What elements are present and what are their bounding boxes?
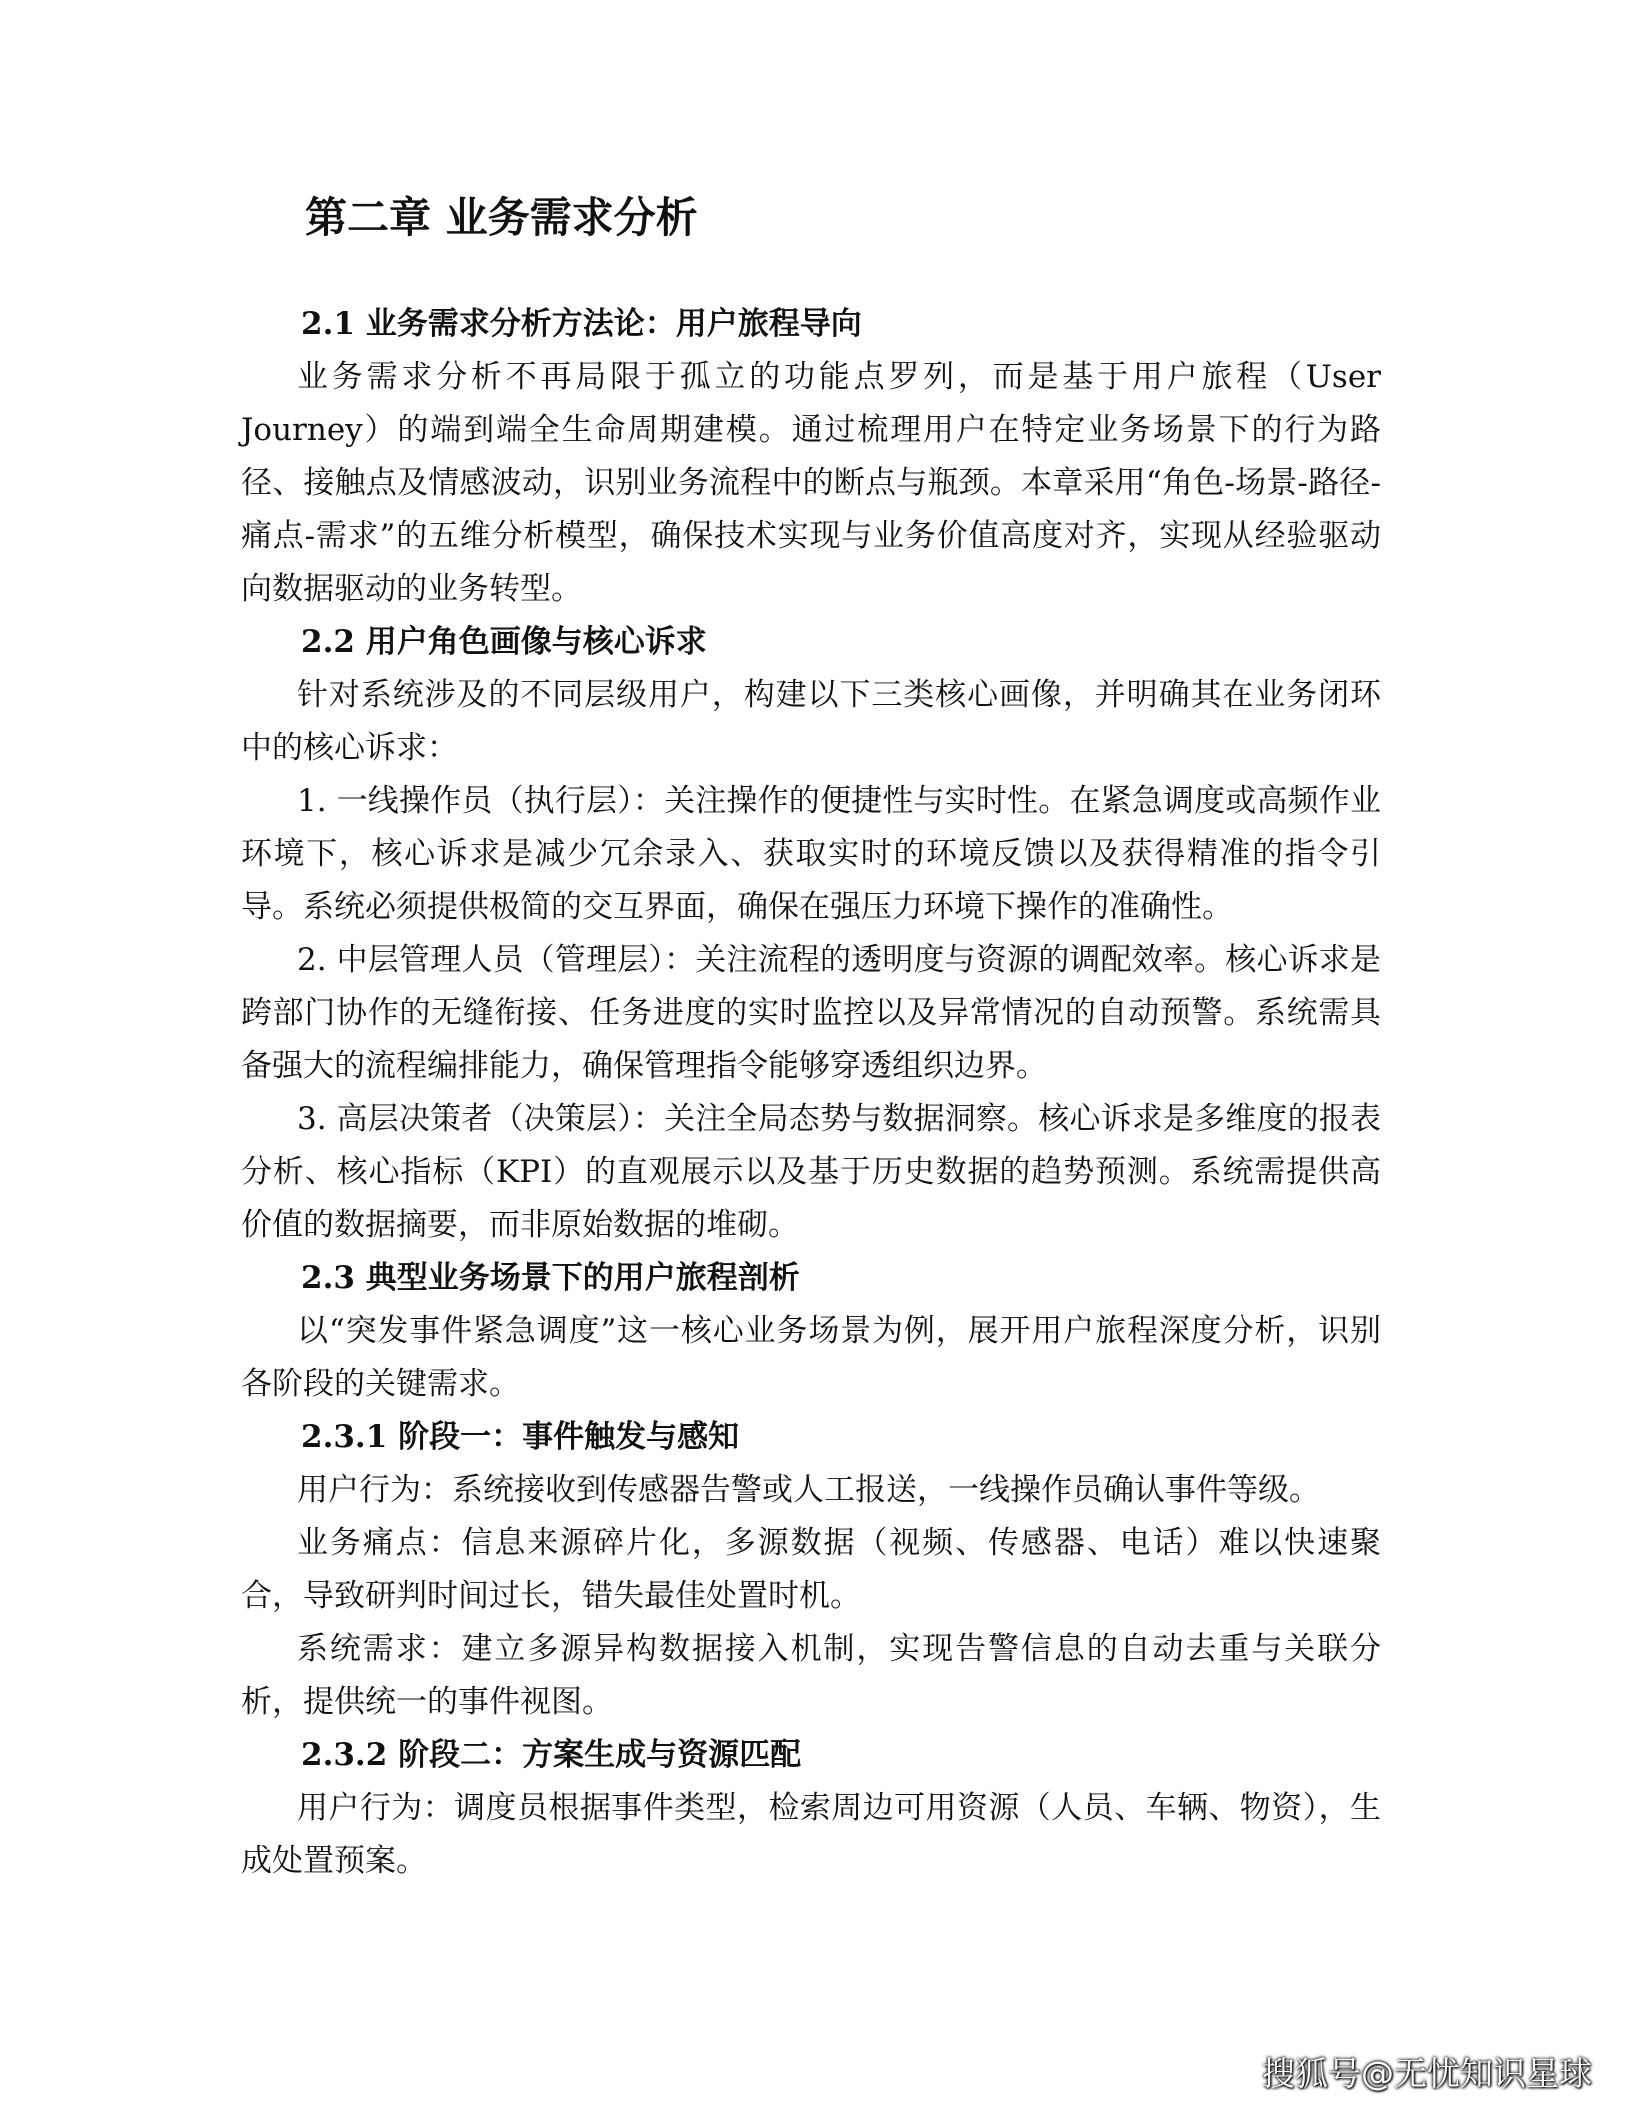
section-heading-2-1: 2.1 业务需求分析方法论：用户旅程导向 [301, 306, 862, 342]
section-heading-2-3-1: 2.3.1 阶段一：事件触发与感知 [301, 1419, 740, 1455]
paragraph-stage1-behavior: 用户行为：系统接收到传感器告警或人工报送，一线操作员确认事件等级。 [297, 1472, 1320, 1508]
section-heading-2-3: 2.3 典型业务场景下的用户旅程剖析 [301, 1260, 800, 1296]
paragraph-stage1-system-need: 系统需求：建立多源异构数据接入机制，实现告警信息的自动去重与关联分析，提供统一的事件视图。 [241, 1631, 1381, 1720]
list-item-senior-decision-maker: 3. 高层决策者（决策层）：关注全局态势与数据洞察。核心诉求是多维度的报表分析、核心指标（KPI）的直观展示以及基于历史数据的趋势预测。系统需提供高价值的数据摘要，而非原始数据的堆砌。 [241, 1101, 1381, 1243]
watermark: 搜狐号@无忧知识星球 [1262, 2054, 1592, 2093]
section-heading-2-3-2: 2.3.2 阶段二：方案生成与资源匹配 [301, 1737, 802, 1773]
section-heading-2-2: 2.2 用户角色画像与核心诉求 [301, 624, 707, 660]
list-item-middle-manager: 2. 中层管理人员（管理层）：关注流程的透明度与资源的调配效率。核心诉求是跨部门协作的无缝衔接、任务进度的实时监控以及异常情况的自动预警。系统需具备强大的流程编排能力，确保管理指令能够穿透组织边界。 [241, 942, 1381, 1084]
paragraph-personas-intro: 针对系统涉及的不同层级用户，构建以下三类核心画像，并明确其在业务闭环中的核心诉求： [241, 677, 1381, 766]
paragraph-scenario-intro: 以“突发事件紧急调度”这一核心业务场景为例，展开用户旅程深度分析，识别各阶段的关键需求。 [241, 1313, 1381, 1402]
paragraph-methodology: 业务需求分析不再局限于孤立的功能点罗列，而是基于用户旅程（User Journey）的端到端全生命周期建模。通过梳理用户在特定业务场景下的行为路径、接触点及情感波动，识别业务流程中的断点与瓶颈。本章采用“角色-场景-路径-痛点-需求”的五维分析模型，确保技术实现与业务价值高度对齐，实现从经验驱动向数据驱动的业务转型。 [241, 359, 1381, 607]
document-body [241, 298, 1381, 1888]
paragraph-stage1-pain-point: 业务痛点：信息来源碎片化，多源数据（视频、传感器、电话）难以快速聚合，导致研判时间过长，错失最佳处置时机。 [241, 1525, 1381, 1614]
chapter-title: 第二章 业务需求分析 [305, 193, 698, 242]
paragraph-stage2-behavior: 用户行为：调度员根据事件类型，检索周边可用资源（人员、车辆、物资），生成处置预案。 [241, 1790, 1381, 1879]
list-item-frontline-operator: 1. 一线操作员（执行层）：关注操作的便捷性与实时性。在紧急调度或高频作业环境下，核心诉求是减少冗余录入、获取实时的环境反馈以及获得精准的指令引导。系统必须提供极简的交互界面，确保在强压力环境下操作的准确性。 [241, 783, 1381, 925]
